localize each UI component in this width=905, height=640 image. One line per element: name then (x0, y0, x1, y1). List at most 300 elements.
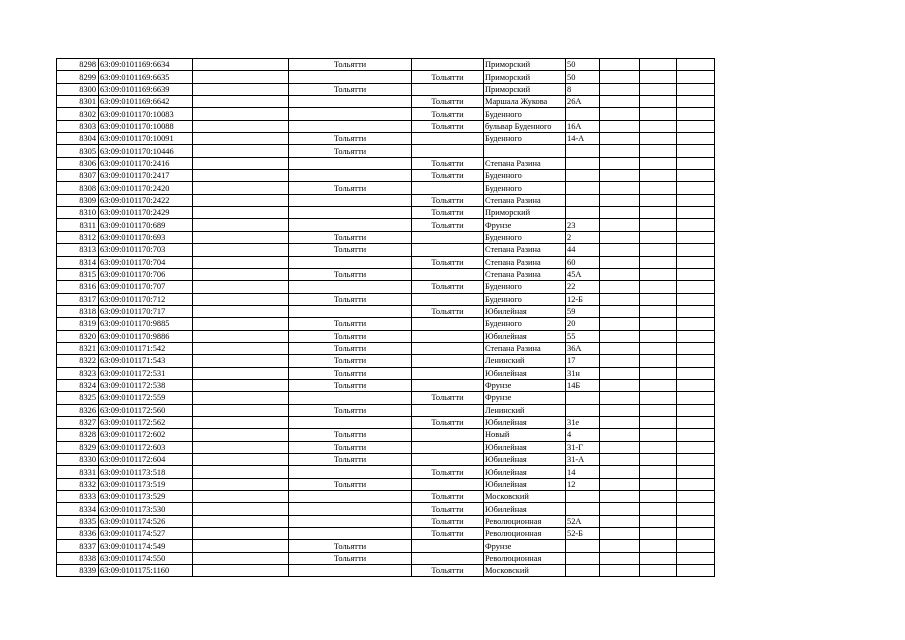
house-number-cell: 45А (566, 268, 600, 280)
locality-cell (412, 404, 484, 416)
locality-cell: Тольятти (412, 416, 484, 428)
empty-cell (193, 207, 289, 219)
city-cell (289, 96, 412, 108)
table-row (57, 133, 715, 145)
locality-cell (412, 478, 484, 490)
house-number-cell: 55 (566, 330, 600, 342)
house-number-cell: 8 (566, 83, 600, 95)
city-cell: Тольятти (289, 454, 412, 466)
empty-cell (193, 478, 289, 490)
table-row (57, 355, 715, 367)
empty-cell (600, 503, 640, 515)
empty-cell (640, 466, 677, 478)
table-row (57, 441, 715, 453)
city-cell (289, 281, 412, 293)
cadastral-number-cell: 63:09:0101171:543 (99, 355, 193, 367)
empty-cell (677, 281, 715, 293)
house-number-cell (566, 207, 600, 219)
empty-cell (193, 71, 289, 83)
house-number-cell (566, 552, 600, 564)
locality-cell (412, 244, 484, 256)
table-row (57, 268, 715, 280)
empty-cell (640, 281, 677, 293)
empty-cell (640, 133, 677, 145)
row-number-cell: 8323 (57, 367, 99, 379)
empty-cell (193, 565, 289, 577)
row-number-cell: 8317 (57, 293, 99, 305)
table-row (57, 503, 715, 515)
house-number-cell: 52-Б (566, 528, 600, 540)
cadastral-number-cell: 63:09:0101172:562 (99, 416, 193, 428)
row-number-cell: 8319 (57, 318, 99, 330)
street-cell: Юбилейная (484, 454, 566, 466)
row-number-cell: 8331 (57, 466, 99, 478)
empty-cell (600, 466, 640, 478)
row-number-cell: 8329 (57, 441, 99, 453)
locality-cell: Тольятти (412, 491, 484, 503)
city-cell: Тольятти (289, 231, 412, 243)
empty-cell (677, 478, 715, 490)
empty-cell (600, 256, 640, 268)
row-number-cell: 8336 (57, 528, 99, 540)
row-number-cell: 8330 (57, 454, 99, 466)
street-cell: Степана Разина (484, 244, 566, 256)
empty-cell (677, 157, 715, 169)
locality-cell: Тольятти (412, 194, 484, 206)
locality-cell (412, 59, 484, 71)
city-cell: Тольятти (289, 441, 412, 453)
locality-cell: Тольятти (412, 503, 484, 515)
locality-cell (412, 355, 484, 367)
locality-cell (412, 182, 484, 194)
street-cell: Ленинский (484, 355, 566, 367)
city-cell: Тольятти (289, 552, 412, 564)
city-cell: Тольятти (289, 293, 412, 305)
empty-cell (600, 379, 640, 391)
house-number-cell (566, 170, 600, 182)
empty-cell (640, 528, 677, 540)
empty-cell (193, 96, 289, 108)
empty-cell (677, 318, 715, 330)
cadastral-number-cell: 63:09:0101170:707 (99, 281, 193, 293)
empty-cell (600, 355, 640, 367)
city-cell: Тольятти (289, 404, 412, 416)
row-number-cell: 8328 (57, 429, 99, 441)
locality-cell (412, 342, 484, 354)
empty-cell (193, 231, 289, 243)
row-number-cell: 8298 (57, 59, 99, 71)
locality-cell (412, 379, 484, 391)
empty-cell (193, 515, 289, 527)
cadastral-number-cell: 63:09:0101174:549 (99, 540, 193, 552)
table-row (57, 429, 715, 441)
empty-cell (193, 244, 289, 256)
street-cell: Юбилейная (484, 330, 566, 342)
empty-cell (677, 429, 715, 441)
street-cell: Юбилейная (484, 478, 566, 490)
city-cell (289, 219, 412, 231)
row-number-cell: 8303 (57, 120, 99, 132)
empty-cell (600, 342, 640, 354)
street-cell: бульвар Буденного (484, 120, 566, 132)
table-row (57, 552, 715, 564)
cadastral-number-cell: 63:09:0101172:559 (99, 392, 193, 404)
empty-cell (640, 244, 677, 256)
empty-cell (677, 441, 715, 453)
cadastral-number-cell: 63:09:0101172:604 (99, 454, 193, 466)
city-cell (289, 71, 412, 83)
cadastral-number-cell: 63:09:0101170:689 (99, 219, 193, 231)
table-row (57, 330, 715, 342)
empty-cell (640, 96, 677, 108)
locality-cell (412, 293, 484, 305)
empty-cell (640, 318, 677, 330)
empty-cell (600, 515, 640, 527)
house-number-cell: 31-Г (566, 441, 600, 453)
empty-cell (193, 182, 289, 194)
empty-cell (677, 268, 715, 280)
street-cell: Буденного (484, 108, 566, 120)
empty-cell (640, 207, 677, 219)
empty-cell (677, 540, 715, 552)
empty-cell (600, 231, 640, 243)
cadastral-number-cell: 63:09:0101170:2417 (99, 170, 193, 182)
empty-cell (640, 71, 677, 83)
table-row (57, 256, 715, 268)
table-row (57, 466, 715, 478)
table-row (57, 404, 715, 416)
empty-cell (640, 491, 677, 503)
empty-cell (600, 478, 640, 490)
house-number-cell: 2 (566, 231, 600, 243)
row-number-cell: 8307 (57, 170, 99, 182)
table-row (57, 170, 715, 182)
table-row (57, 145, 715, 157)
empty-cell (640, 256, 677, 268)
cadastral-number-cell: 63:09:0101173:529 (99, 491, 193, 503)
city-cell (289, 108, 412, 120)
empty-cell (600, 145, 640, 157)
street-cell: Степана Разина (484, 256, 566, 268)
cadastral-number-cell: 63:09:0101170:10083 (99, 108, 193, 120)
empty-cell (193, 170, 289, 182)
city-cell: Тольятти (289, 182, 412, 194)
cadastral-number-cell: 63:09:0101170:693 (99, 231, 193, 243)
empty-cell (640, 120, 677, 132)
empty-cell (677, 194, 715, 206)
row-number-cell: 8305 (57, 145, 99, 157)
empty-cell (600, 293, 640, 305)
empty-cell (193, 379, 289, 391)
street-cell: Юбилейная (484, 441, 566, 453)
city-cell: Тольятти (289, 244, 412, 256)
house-number-cell: 12-Б (566, 293, 600, 305)
city-cell (289, 392, 412, 404)
cadastral-number-cell: 63:09:0101173:530 (99, 503, 193, 515)
cadastral-number-cell: 63:09:0101170:717 (99, 305, 193, 317)
empty-cell (600, 281, 640, 293)
empty-cell (677, 293, 715, 305)
table-row (57, 59, 715, 71)
street-cell: Фрунзе (484, 392, 566, 404)
house-number-cell (566, 392, 600, 404)
empty-cell (600, 552, 640, 564)
cadastral-number-cell: 63:09:0101170:10446 (99, 145, 193, 157)
empty-cell (640, 441, 677, 453)
city-cell: Тольятти (289, 145, 412, 157)
empty-cell (193, 120, 289, 132)
locality-cell: Тольятти (412, 565, 484, 577)
empty-cell (677, 491, 715, 503)
street-cell: Буденного (484, 318, 566, 330)
locality-cell: Тольятти (412, 466, 484, 478)
empty-cell (193, 367, 289, 379)
empty-cell (677, 552, 715, 564)
cadastral-number-cell: 63:09:0101170:2429 (99, 207, 193, 219)
empty-cell (600, 133, 640, 145)
locality-cell (412, 133, 484, 145)
empty-cell (640, 194, 677, 206)
city-cell: Тольятти (289, 59, 412, 71)
empty-cell (640, 305, 677, 317)
empty-cell (193, 194, 289, 206)
table-row (57, 392, 715, 404)
empty-cell (640, 478, 677, 490)
street-cell: Ленинский (484, 404, 566, 416)
house-number-cell: 14-А (566, 133, 600, 145)
locality-cell: Тольятти (412, 515, 484, 527)
empty-cell (600, 404, 640, 416)
row-number-cell: 8316 (57, 281, 99, 293)
empty-cell (600, 96, 640, 108)
empty-cell (193, 305, 289, 317)
street-cell: Новый (484, 429, 566, 441)
row-number-cell: 8308 (57, 182, 99, 194)
empty-cell (677, 108, 715, 120)
locality-cell: Тольятти (412, 108, 484, 120)
empty-cell (600, 120, 640, 132)
empty-cell (193, 342, 289, 354)
locality-cell (412, 441, 484, 453)
house-number-cell: 60 (566, 256, 600, 268)
empty-cell (193, 454, 289, 466)
cadastral-number-cell: 63:09:0101170:10091 (99, 133, 193, 145)
row-number-cell: 8326 (57, 404, 99, 416)
empty-cell (193, 293, 289, 305)
empty-cell (640, 454, 677, 466)
row-number-cell: 8315 (57, 268, 99, 280)
city-cell (289, 120, 412, 132)
locality-cell (412, 145, 484, 157)
table-row (57, 157, 715, 169)
empty-cell (677, 71, 715, 83)
empty-cell (193, 491, 289, 503)
empty-cell (677, 244, 715, 256)
empty-cell (600, 83, 640, 95)
locality-cell: Тольятти (412, 305, 484, 317)
empty-cell (677, 367, 715, 379)
empty-cell (677, 231, 715, 243)
house-number-cell: 20 (566, 318, 600, 330)
table-row (57, 318, 715, 330)
empty-cell (600, 305, 640, 317)
empty-cell (193, 281, 289, 293)
table-row (57, 528, 715, 540)
row-number-cell: 8302 (57, 108, 99, 120)
city-cell: Тольятти (289, 318, 412, 330)
city-cell (289, 194, 412, 206)
house-number-cell (566, 182, 600, 194)
empty-cell (677, 342, 715, 354)
table-row (57, 491, 715, 503)
city-cell: Тольятти (289, 268, 412, 280)
locality-cell: Тольятти (412, 392, 484, 404)
table-row (57, 96, 715, 108)
empty-cell (600, 71, 640, 83)
row-number-cell: 8327 (57, 416, 99, 428)
street-cell: Московский (484, 565, 566, 577)
cadastral-number-cell: 63:09:0101170:2416 (99, 157, 193, 169)
cadastral-number-cell: 63:09:0101173:519 (99, 478, 193, 490)
empty-cell (677, 392, 715, 404)
street-cell: Буденного (484, 133, 566, 145)
city-cell: Тольятти (289, 133, 412, 145)
empty-cell (677, 207, 715, 219)
empty-cell (677, 503, 715, 515)
empty-cell (193, 528, 289, 540)
empty-cell (600, 454, 640, 466)
empty-cell (640, 157, 677, 169)
empty-cell (640, 503, 677, 515)
empty-cell (677, 379, 715, 391)
empty-cell (193, 404, 289, 416)
empty-cell (600, 170, 640, 182)
house-number-cell: 36А (566, 342, 600, 354)
empty-cell (600, 157, 640, 169)
street-cell: Фрунзе (484, 219, 566, 231)
locality-cell: Тольятти (412, 96, 484, 108)
empty-cell (193, 330, 289, 342)
cadastral-number-cell: 63:09:0101170:2422 (99, 194, 193, 206)
table-row (57, 367, 715, 379)
street-cell: Революционная (484, 552, 566, 564)
house-number-cell: 31н (566, 367, 600, 379)
house-number-cell: 59 (566, 305, 600, 317)
house-number-cell: 52А (566, 515, 600, 527)
cadastral-number-cell: 63:09:0101169:6635 (99, 71, 193, 83)
locality-cell: Тольятти (412, 157, 484, 169)
row-number-cell: 8324 (57, 379, 99, 391)
cadastral-number-cell: 63:09:0101171:542 (99, 342, 193, 354)
cadastral-number-cell: 63:09:0101174:527 (99, 528, 193, 540)
row-number-cell: 8339 (57, 565, 99, 577)
cadastral-number-cell: 63:09:0101170:703 (99, 244, 193, 256)
empty-cell (677, 515, 715, 527)
table-row (57, 478, 715, 490)
locality-cell (412, 318, 484, 330)
row-number-cell: 8300 (57, 83, 99, 95)
street-cell: Фрунзе (484, 540, 566, 552)
city-cell: Тольятти (289, 342, 412, 354)
city-cell (289, 466, 412, 478)
cadastral-number-cell: 63:09:0101172:560 (99, 404, 193, 416)
cadastral-number-cell: 63:09:0101169:6642 (99, 96, 193, 108)
empty-cell (640, 429, 677, 441)
locality-cell (412, 231, 484, 243)
street-cell: Буденного (484, 281, 566, 293)
empty-cell (193, 466, 289, 478)
empty-cell (640, 540, 677, 552)
city-cell (289, 170, 412, 182)
house-number-cell (566, 491, 600, 503)
cadastral-number-cell: 63:09:0101174:550 (99, 552, 193, 564)
table-row (57, 454, 715, 466)
empty-cell (677, 528, 715, 540)
empty-cell (600, 59, 640, 71)
empty-cell (193, 59, 289, 71)
empty-cell (193, 392, 289, 404)
empty-cell (193, 219, 289, 231)
empty-cell (640, 342, 677, 354)
row-number-cell: 8301 (57, 96, 99, 108)
empty-cell (600, 540, 640, 552)
empty-cell (640, 231, 677, 243)
cadastral-number-cell: 63:09:0101172:602 (99, 429, 193, 441)
cadastral-number-cell: 63:09:0101172:538 (99, 379, 193, 391)
empty-cell (677, 182, 715, 194)
row-number-cell: 8311 (57, 219, 99, 231)
street-cell: Юбилейная (484, 466, 566, 478)
house-number-cell: 16А (566, 120, 600, 132)
empty-cell (677, 120, 715, 132)
street-cell: Юбилейная (484, 503, 566, 515)
empty-cell (640, 170, 677, 182)
house-number-cell: 22 (566, 281, 600, 293)
empty-cell (600, 441, 640, 453)
city-cell (289, 528, 412, 540)
table-row (57, 281, 715, 293)
street-cell: Буденного (484, 293, 566, 305)
empty-cell (600, 392, 640, 404)
empty-cell (193, 416, 289, 428)
empty-cell (640, 293, 677, 305)
table-row (57, 515, 715, 527)
house-number-cell: 26А (566, 96, 600, 108)
cadastral-number-cell: 63:09:0101173:518 (99, 466, 193, 478)
empty-cell (600, 416, 640, 428)
table-row (57, 83, 715, 95)
street-cell: Маршала Жукова (484, 96, 566, 108)
cadastral-number-cell: 63:09:0101169:6639 (99, 83, 193, 95)
table-row (57, 71, 715, 83)
row-number-cell: 8309 (57, 194, 99, 206)
empty-cell (600, 182, 640, 194)
street-cell: Приморский (484, 59, 566, 71)
row-number-cell: 8299 (57, 71, 99, 83)
locality-cell: Тольятти (412, 281, 484, 293)
row-number-cell: 8321 (57, 342, 99, 354)
street-cell (484, 145, 566, 157)
row-number-cell: 8322 (57, 355, 99, 367)
empty-cell (677, 59, 715, 71)
empty-cell (640, 59, 677, 71)
empty-cell (600, 194, 640, 206)
house-number-cell: 31е (566, 416, 600, 428)
cadastral-number-cell: 63:09:0101170:9885 (99, 318, 193, 330)
row-number-cell: 8335 (57, 515, 99, 527)
table-row (57, 108, 715, 120)
empty-cell (677, 404, 715, 416)
